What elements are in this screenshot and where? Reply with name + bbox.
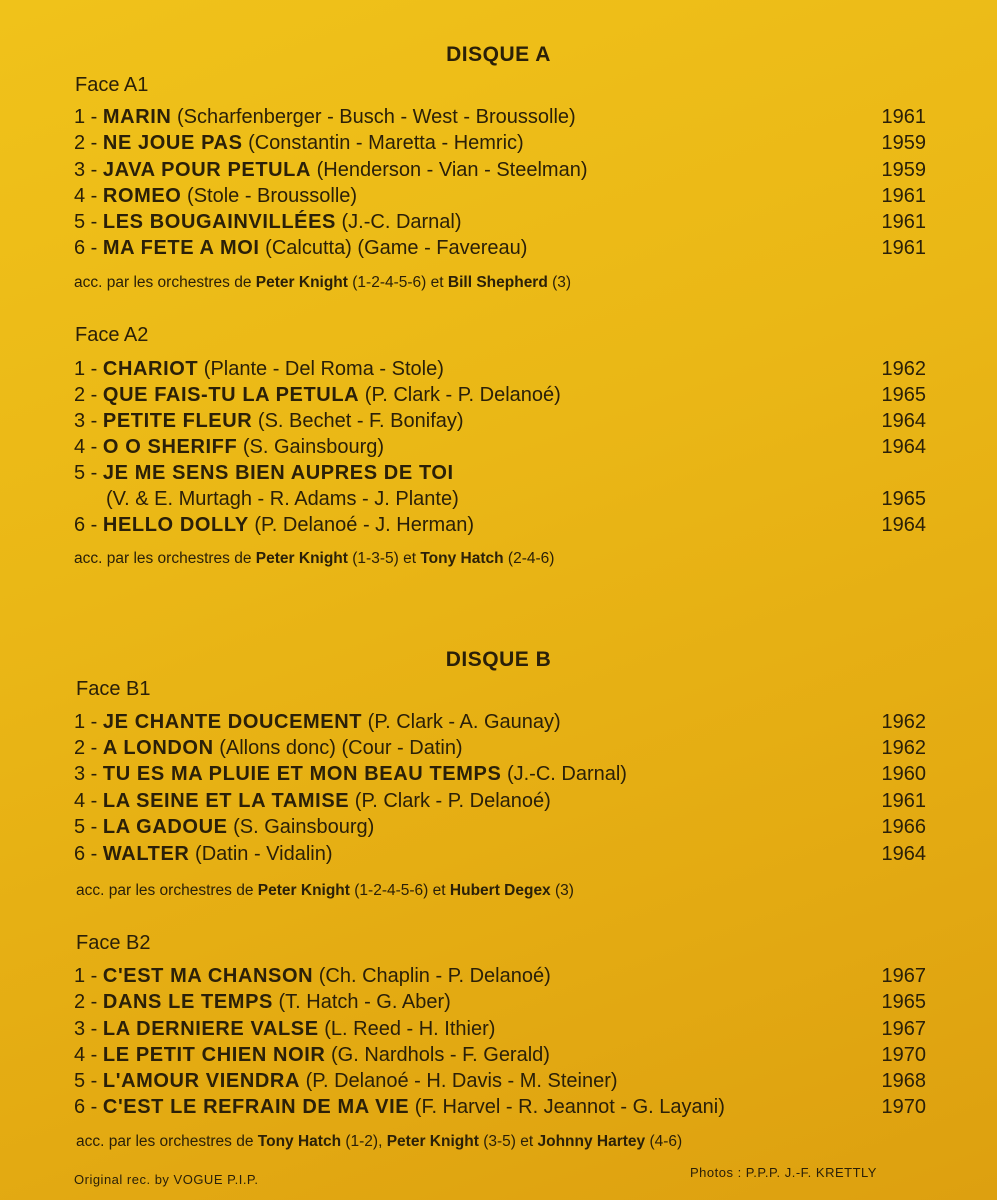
- track-a2-1: 1 - CHARIOT (Plante - Del Roma - Stole) 1962: [74, 358, 926, 380]
- track-a2-4: 4 - O O SHERIFF (S. Gainsbourg) 1964: [74, 436, 926, 458]
- face-a1-label: Face A1: [75, 74, 149, 96]
- track-a1-2: 2 - NE JOUE PAS (Constantin - Maretta - Hemric) 1959: [74, 132, 926, 154]
- track-b1-4: 4 - LA SEINE ET LA TAMISE (P. Clark - P. Delanoé) 1961: [74, 790, 926, 812]
- face-b1-label: Face B1: [76, 678, 151, 700]
- face-a2-accompaniment: acc. par les orchestres de Peter Knight (1-3-5) et Tony Hatch (2-4-6): [74, 550, 555, 567]
- footer-original-rec: Original rec. by VOGUE P.I.P.: [74, 1172, 259, 1187]
- track-a2-5-credits: (V. & E. Murtagh - R. Adams - J. Plante) 1965: [106, 488, 926, 510]
- track-b1-6: 6 - WALTER (Datin - Vidalin) 1964: [74, 843, 926, 865]
- disque-a-title: DISQUE A: [446, 43, 551, 66]
- track-b2-5: 5 - L'AMOUR VIENDRA (P. Delanoé - H. Davis - M. Steiner) 1968: [74, 1070, 926, 1092]
- track-a2-2: 2 - QUE FAIS-TU LA PETULA (P. Clark - P. Delanoé) 1965: [74, 384, 926, 406]
- track-b2-2: 2 - DANS LE TEMPS (T. Hatch - G. Aber) 1965: [74, 991, 926, 1013]
- face-b1-accompaniment: acc. par les orchestres de Peter Knight (1-2-4-5-6) et Hubert Degex (3): [76, 882, 574, 899]
- track-b1-5: 5 - LA GADOUE (S. Gainsbourg) 1966: [74, 816, 926, 838]
- track-b2-3: 3 - LA DERNIERE VALSE (L. Reed - H. Ithier) 1967: [74, 1018, 926, 1040]
- face-b2-accompaniment: acc. par les orchestres de Tony Hatch (1-2), Peter Knight (3-5) et Johnny Hartey (4-6): [76, 1133, 683, 1150]
- face-a1-accompaniment: acc. par les orchestres de Peter Knight (1-2-4-5-6) et Bill Shepherd (3): [74, 274, 572, 291]
- track-a1-5: 5 - LES BOUGAINVILLÉES (J.-C. Darnal) 1961: [74, 211, 926, 233]
- track-a2-5: 5 - JE ME SENS BIEN AUPRES DE TOI: [74, 462, 454, 484]
- track-a1-3: 3 - JAVA POUR PETULA (Henderson - Vian - Steelman) 1959: [74, 159, 926, 181]
- track-a1-1: 1 - MARIN (Scharfenberger - Busch - West - Broussolle) 1961: [74, 106, 926, 128]
- track-b2-6: 6 - C'EST LE REFRAIN DE MA VIE (F. Harvel - R. Jeannot - G. Layani) 1970: [74, 1096, 926, 1118]
- track-a1-6: 6 - MA FETE A MOI (Calcutta) (Game - Favereau) 1961: [74, 237, 926, 259]
- track-b2-1: 1 - C'EST MA CHANSON (Ch. Chaplin - P. Delanoé) 1967: [74, 965, 926, 987]
- footer-photo-credit: Photos : P.P.P. J.-F. KRETTLY: [690, 1165, 877, 1180]
- track-b1-3: 3 - TU ES MA PLUIE ET MON BEAU TEMPS (J.-C. Darnal) 1960: [74, 763, 926, 785]
- disque-b-title: DISQUE B: [445, 648, 552, 671]
- track-b1-1: 1 - JE CHANTE DOUCEMENT (P. Clark - A. Gaunay) 1962: [74, 711, 926, 733]
- track-a2-6: 6 - HELLO DOLLY (P. Delanoé - J. Herman) 1964: [74, 514, 926, 536]
- track-a1-4: 4 - ROMEO (Stole - Broussolle) 1961: [74, 185, 926, 207]
- face-b2-label: Face B2: [76, 932, 151, 954]
- track-b2-4: 4 - LE PETIT CHIEN NOIR (G. Nardhols - F. Gerald) 1970: [74, 1044, 926, 1066]
- face-a2-label: Face A2: [75, 324, 149, 346]
- track-b1-2: 2 - A LONDON (Allons donc) (Cour - Datin) 1962: [74, 737, 926, 759]
- track-a2-3: 3 - PETITE FLEUR (S. Bechet - F. Bonifay) 1964: [74, 410, 926, 432]
